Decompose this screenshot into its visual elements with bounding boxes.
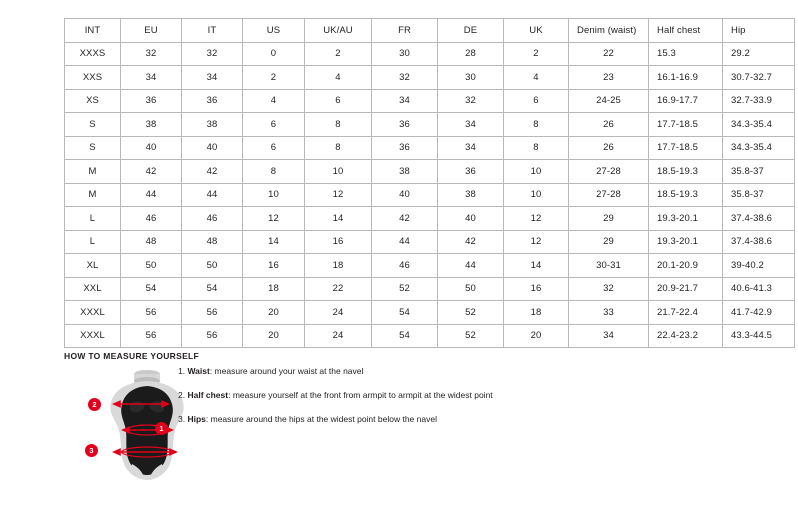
cell-int: XS [65,89,121,113]
cell-half-chest: 19.3-20.1 [649,207,723,231]
measure-note-hips [178,414,598,425]
cell-de: 36 [438,160,504,184]
cell-denim: 29 [569,230,649,254]
cell-eu: 48 [121,230,182,254]
note-number-1: 1. [178,366,186,376]
cell-fr: 36 [372,113,438,137]
cell-int: L [65,207,121,231]
cell-eu: 34 [121,66,182,90]
cell-ukau: 2 [305,42,372,66]
col-header-eu: EU [121,19,182,43]
cell-uk: 20 [504,324,569,348]
cell-hip: 40.6-41.3 [723,277,795,301]
note-text-waist: : measure around your waist at the navel [209,366,364,376]
cell-de: 52 [438,301,504,325]
cell-fr: 46 [372,254,438,278]
cell-it: 56 [182,301,243,325]
cell-fr: 30 [372,42,438,66]
cell-ukau: 18 [305,254,372,278]
cell-hip: 35.8-37 [723,160,795,184]
cell-denim: 23 [569,66,649,90]
cell-it: 42 [182,160,243,184]
cell-de: 52 [438,324,504,348]
cell-us: 2 [243,66,305,90]
table-row [65,207,795,231]
note-number-3: 3. [178,414,186,424]
cell-int: XXXS [65,42,121,66]
cell-de: 44 [438,254,504,278]
cell-int: XL [65,254,121,278]
table-row [65,230,795,254]
cell-uk: 4 [504,66,569,90]
cell-hip: 39-40.2 [723,254,795,278]
cell-hip: 32.7-33.9 [723,89,795,113]
table-row [65,324,795,348]
cell-fr: 38 [372,160,438,184]
cell-hip: 43.3-44.5 [723,324,795,348]
cell-de: 50 [438,277,504,301]
cell-it: 56 [182,324,243,348]
cell-it: 40 [182,136,243,160]
col-header-int: INT [65,19,121,43]
col-header-denim-waist: Denim (waist) [569,19,649,43]
cell-us: 14 [243,230,305,254]
cell-half-chest: 21.7-22.4 [649,301,723,325]
cell-int: L [65,230,121,254]
note-number-2: 2. [178,390,186,400]
cell-int: M [65,160,121,184]
cell-ukau: 6 [305,89,372,113]
cell-eu: 42 [121,160,182,184]
cell-denim: 34 [569,324,649,348]
cell-int: S [65,136,121,160]
cell-denim: 32 [569,277,649,301]
cell-uk: 12 [504,207,569,231]
cell-half-chest: 17.7-18.5 [649,113,723,137]
cell-ukau: 8 [305,136,372,160]
cell-eu: 44 [121,183,182,207]
cell-eu: 50 [121,254,182,278]
cell-denim: 33 [569,301,649,325]
cell-half-chest: 18.5-19.3 [649,160,723,184]
cell-us: 4 [243,89,305,113]
cell-hip: 34.3-35.4 [723,136,795,160]
cell-int: XXXL [65,301,121,325]
cell-denim: 29 [569,207,649,231]
cell-hip: 37.4-38.6 [723,230,795,254]
cell-half-chest: 20.9-21.7 [649,277,723,301]
cell-uk: 18 [504,301,569,325]
note-term-waist: Waist [187,366,210,376]
cell-uk: 6 [504,89,569,113]
cell-it: 50 [182,254,243,278]
cell-denim: 22 [569,42,649,66]
cell-ukau: 10 [305,160,372,184]
cell-half-chest: 19.3-20.1 [649,230,723,254]
table-row [65,136,795,160]
cell-it: 54 [182,277,243,301]
cell-hip: 41.7-42.9 [723,301,795,325]
cell-ukau: 8 [305,113,372,137]
cell-it: 48 [182,230,243,254]
col-header-half-chest: Half chest [649,19,723,43]
cell-eu: 56 [121,301,182,325]
table-row [65,254,795,278]
cell-us: 10 [243,183,305,207]
cell-uk: 12 [504,230,569,254]
col-header-fr: FR [372,19,438,43]
measure-notes-list [178,366,598,438]
cell-int: XXL [65,277,121,301]
table-row [65,160,795,184]
table-row [65,277,795,301]
col-header-hip: Hip [723,19,795,43]
cell-us: 16 [243,254,305,278]
cell-uk: 2 [504,42,569,66]
cell-us: 6 [243,136,305,160]
cell-denim: 24-25 [569,89,649,113]
cell-de: 40 [438,207,504,231]
cell-fr: 54 [372,324,438,348]
measure-marker-3: 3 [85,444,98,457]
cell-uk: 10 [504,160,569,184]
cell-int: M [65,183,121,207]
how-to-measure-title: HOW TO MEASURE YOURSELF [64,351,200,361]
cell-it: 38 [182,113,243,137]
table-row [65,183,795,207]
cell-hip: 37.4-38.6 [723,207,795,231]
cell-ukau: 4 [305,66,372,90]
note-term-half-chest: Half chest [187,390,229,400]
cell-half-chest: 22.4-23.2 [649,324,723,348]
measure-marker-1: 1 [155,422,168,435]
cell-half-chest: 17.7-18.5 [649,136,723,160]
cell-ukau: 16 [305,230,372,254]
cell-de: 32 [438,89,504,113]
cell-uk: 14 [504,254,569,278]
cell-int: XXS [65,66,121,90]
cell-eu: 36 [121,89,182,113]
cell-de: 34 [438,136,504,160]
cell-ukau: 24 [305,324,372,348]
table-row [65,42,795,66]
cell-fr: 42 [372,207,438,231]
cell-us: 20 [243,301,305,325]
cell-de: 42 [438,230,504,254]
size-chart-table [64,18,795,348]
col-header-it: IT [182,19,243,43]
cell-us: 18 [243,277,305,301]
cell-uk: 8 [504,113,569,137]
table-body [65,42,795,348]
cell-ukau: 24 [305,301,372,325]
cell-uk: 16 [504,277,569,301]
cell-ukau: 22 [305,277,372,301]
note-text-hips: : measure around the hips at the widest point below the navel [205,414,437,424]
col-header-de: DE [438,19,504,43]
cell-ukau: 14 [305,207,372,231]
table-row [65,66,795,90]
measure-marker-2: 2 [88,398,101,411]
cell-it: 44 [182,183,243,207]
size-chart-container [64,18,773,348]
cell-it: 32 [182,42,243,66]
cell-de: 38 [438,183,504,207]
cell-eu: 38 [121,113,182,137]
cell-fr: 36 [372,136,438,160]
cell-us: 20 [243,324,305,348]
cell-us: 0 [243,42,305,66]
cell-denim: 26 [569,136,649,160]
measure-note-half-chest [178,390,598,401]
cell-eu: 46 [121,207,182,231]
cell-half-chest: 20.1-20.9 [649,254,723,278]
cell-hip: 35.8-37 [723,183,795,207]
cell-fr: 32 [372,66,438,90]
cell-us: 12 [243,207,305,231]
col-header-uk: UK [504,19,569,43]
cell-uk: 10 [504,183,569,207]
cell-ukau: 12 [305,183,372,207]
cell-us: 6 [243,113,305,137]
cell-half-chest: 16.1-16.9 [649,66,723,90]
cell-de: 30 [438,66,504,90]
cell-int: S [65,113,121,137]
cell-half-chest: 16.9-17.7 [649,89,723,113]
cell-fr: 54 [372,301,438,325]
table-row [65,113,795,137]
cell-int: XXXL [65,324,121,348]
col-header-ukau: UK/AU [305,19,372,43]
cell-eu: 32 [121,42,182,66]
cell-denim: 26 [569,113,649,137]
cell-eu: 54 [121,277,182,301]
cell-hip: 30.7-32.7 [723,66,795,90]
cell-de: 28 [438,42,504,66]
cell-it: 36 [182,89,243,113]
cell-it: 46 [182,207,243,231]
cell-denim: 27-28 [569,183,649,207]
cell-uk: 8 [504,136,569,160]
cell-de: 34 [438,113,504,137]
col-header-us: US [243,19,305,43]
cell-fr: 34 [372,89,438,113]
note-term-hips: Hips [187,414,206,424]
cell-eu: 40 [121,136,182,160]
cell-hip: 29.2 [723,42,795,66]
cell-fr: 44 [372,230,438,254]
cell-denim: 30-31 [569,254,649,278]
cell-half-chest: 15.3 [649,42,723,66]
cell-eu: 56 [121,324,182,348]
cell-fr: 40 [372,183,438,207]
table-header [65,19,795,43]
table-row [65,301,795,325]
note-text-half-chest: : measure yourself at the front from armpit to armpit at the widest point [228,390,493,400]
cell-us: 8 [243,160,305,184]
cell-fr: 52 [372,277,438,301]
cell-hip: 34.3-35.4 [723,113,795,137]
measure-note-waist [178,366,598,377]
table-row [65,89,795,113]
cell-half-chest: 18.5-19.3 [649,183,723,207]
cell-it: 34 [182,66,243,90]
cell-denim: 27-28 [569,160,649,184]
table-header-row [65,19,795,43]
